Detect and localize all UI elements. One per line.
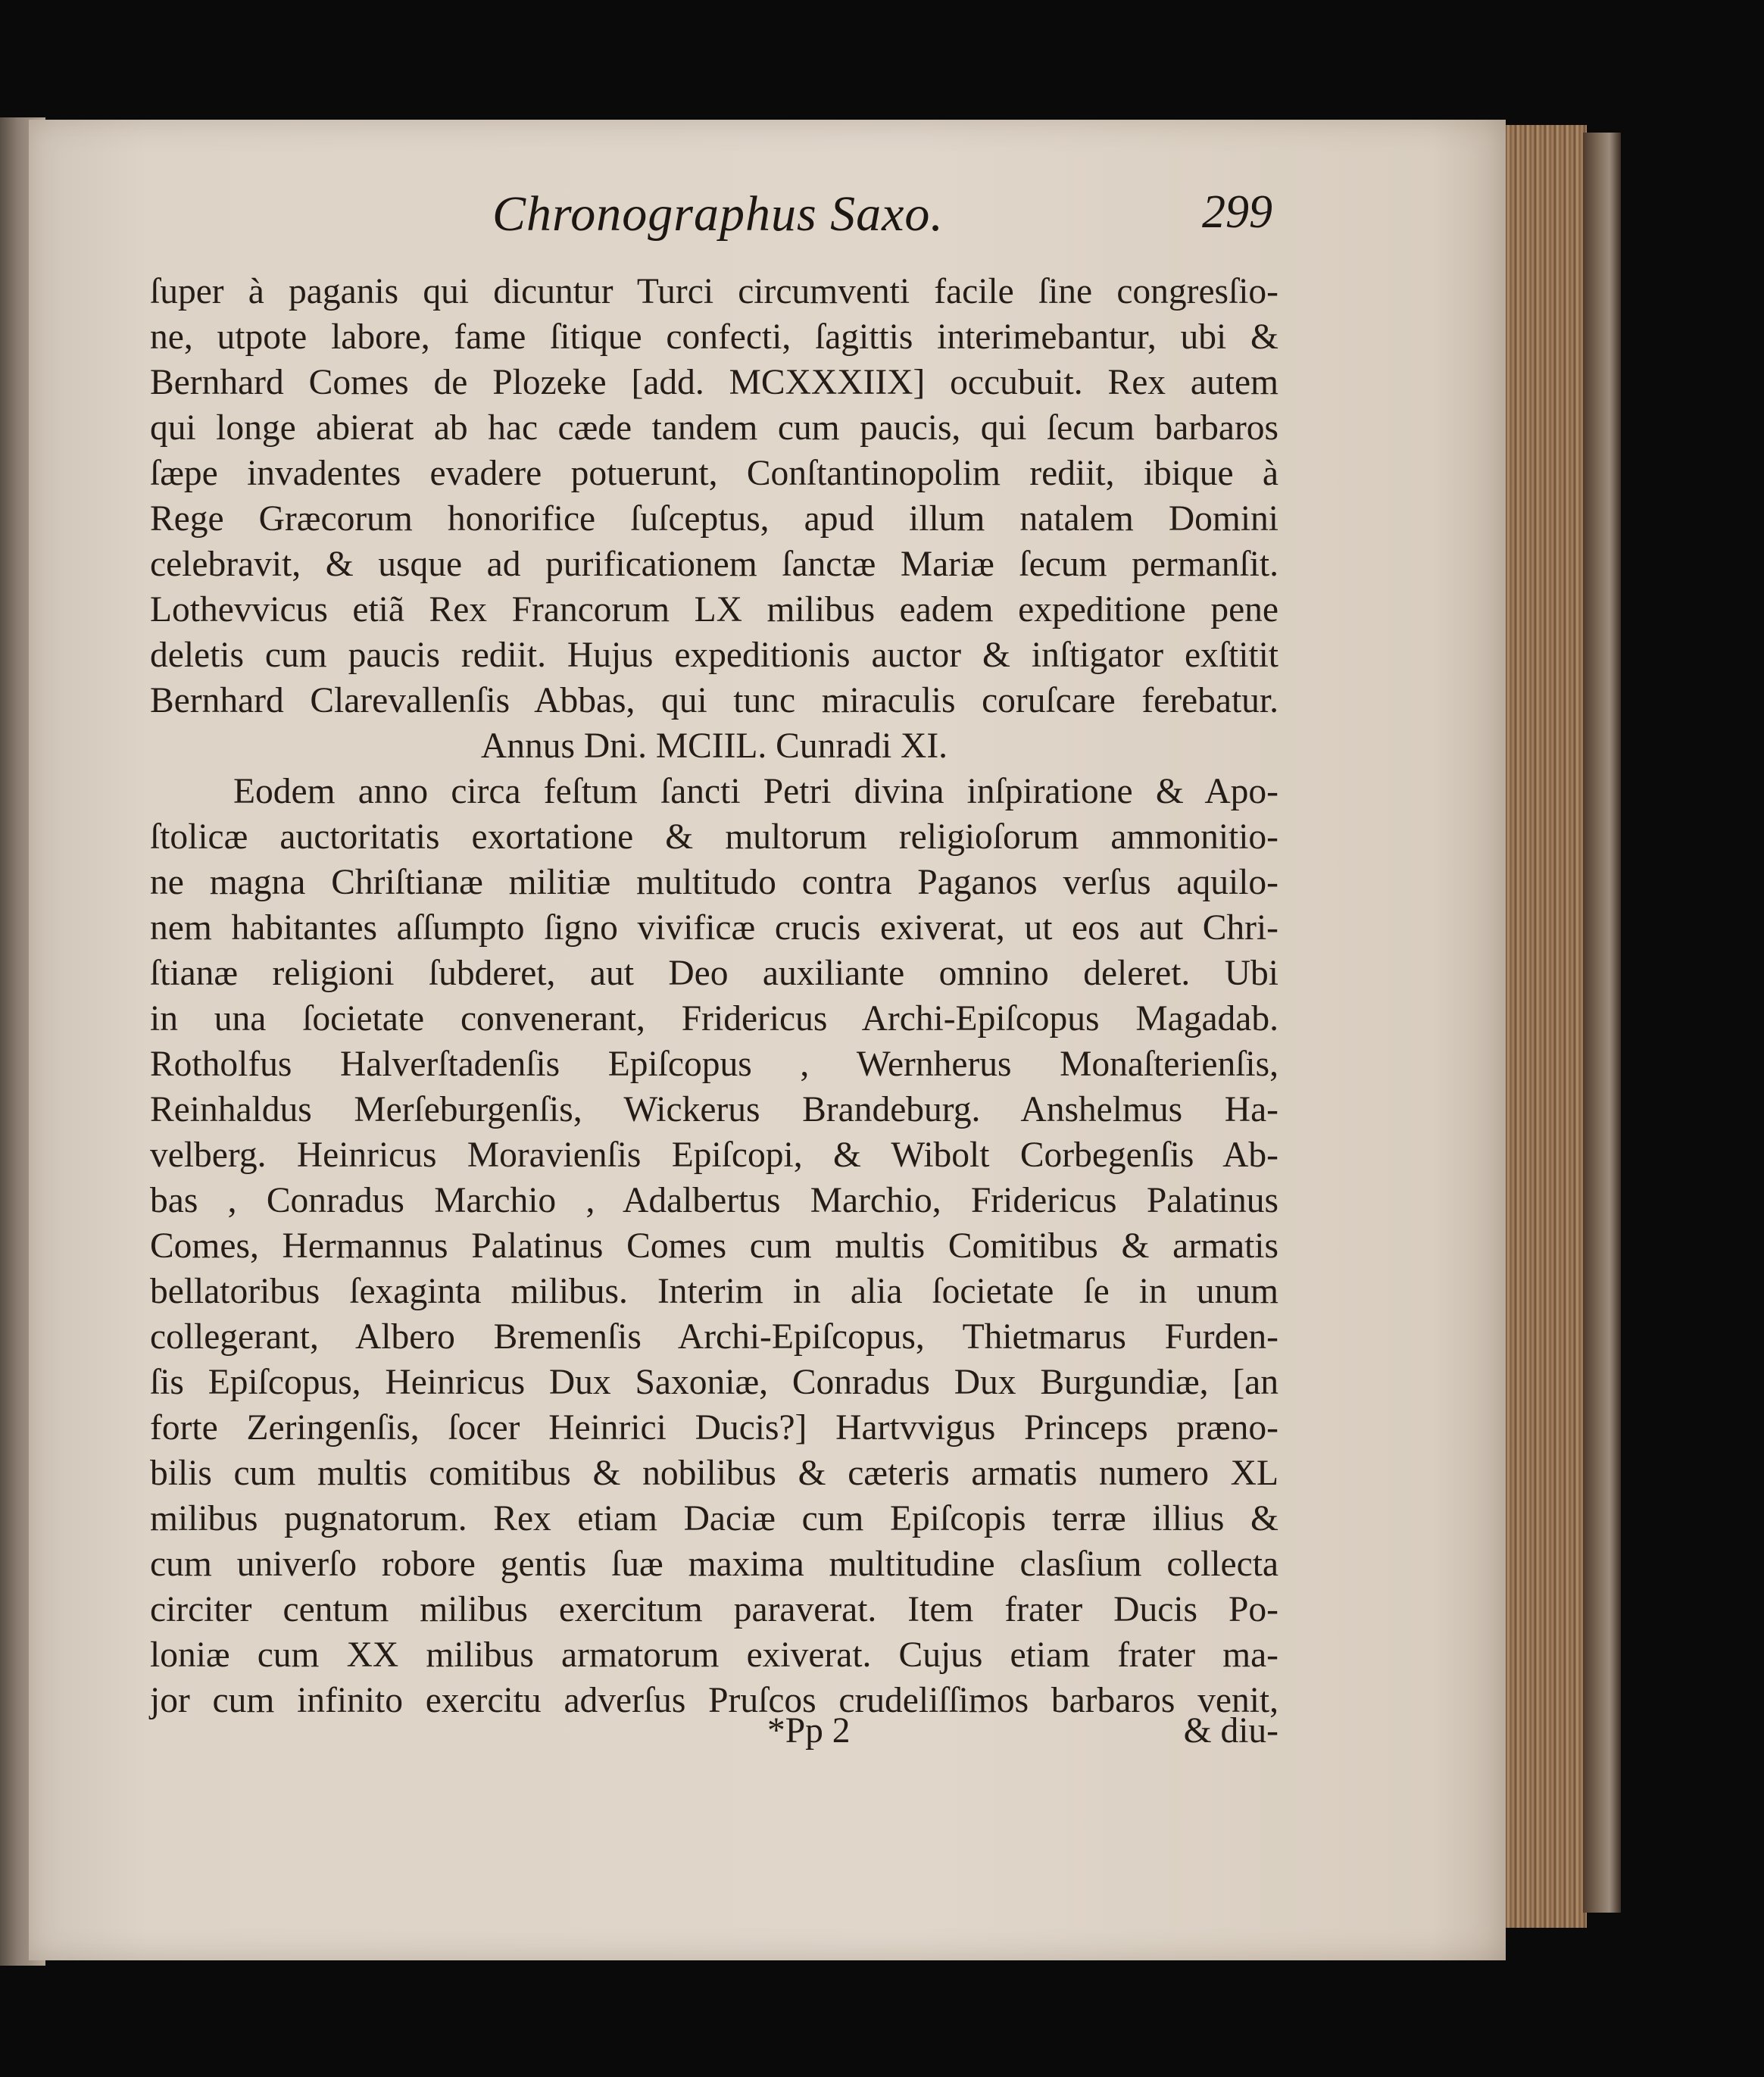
page-footer [150, 1710, 1279, 1756]
text-line: Reinhaldus Merſeburgenſis, Wickerus Brandeburg. Anshelmus Ha- [150, 1090, 1279, 1129]
text-line: qui longe abierat ab hac cæde tandem cum paucis, qui ſecum barbaros [150, 408, 1279, 448]
text-line: bilis cum multis comitibus & nobilibus & cæteris armatis numero XL [150, 1454, 1279, 1493]
text-line: milibus pugnatorum. Rex etiam Daciæ cum Epiſcopis terræ illius & [150, 1499, 1279, 1538]
text-line: forte Zeringenſis, ſocer Heinrici Ducis?] Hartvvigus Princeps præno- [150, 1408, 1279, 1448]
text-line: ne, utpote labore, fame ſitique confecti, ſagittis interimebantur, ubi & [150, 317, 1279, 357]
year-heading: Annus Dni. MCIIL. Cunradi XI. [480, 726, 948, 766]
text-line: velberg. Heinricus Moravienſis Epiſcopi, & Wibolt Corbegenſis Ab- [150, 1135, 1279, 1175]
text-line: Comes, Hermannus Palatinus Comes cum multis Comitibus & armatis [150, 1226, 1279, 1266]
page-header [151, 186, 1272, 261]
text-line: jor cum infinito exercitu adverſus Pruſcos crudeliſſimos barbaros venit, [150, 1681, 1279, 1720]
text-line: ſuper à paganis qui dicuntur Turci circumventi facile ſine congresſio- [150, 272, 1279, 311]
text-line: Lothevvicus etiã Rex Francorum LX milibus eadem expeditione pene [150, 590, 1279, 629]
text-line: bas , Conradus Marchio , Adalbertus Marchio, Fridericus Palatinus [150, 1181, 1279, 1220]
text-line: Bernhard Clarevallenſis Abbas, qui tunc miraculis coruſcare ferebatur. [150, 681, 1279, 720]
text-line: Rotholfus Halverſtadenſis Epiſcopus , Wernherus Monaſterienſis, [150, 1045, 1279, 1084]
text-line: circiter centum milibus exercitum paraverat. Item frater Ducis Po- [150, 1590, 1279, 1629]
signature-mark: *Pp 2 [767, 1711, 851, 1751]
text-line: ne magna Chriſtianæ militiæ multitudo contra Paganos verſus aquilo- [150, 863, 1279, 902]
text-line: Bernhard Comes de Plozeke [add. MCXXXIIX] occubuit. Rex autem [150, 363, 1279, 402]
text-line: Eodem anno circa feſtum ſancti Petri divina inſpiratione & Apo- [233, 772, 1279, 811]
text-line: bellatoribus ſexaginta milibus. Interim in alia ſocietate ſe in unum [150, 1272, 1279, 1311]
body-text [150, 269, 1279, 1723]
text-line: nem habitantes aſſumpto ſigno vivificæ crucis exiverat, ut eos aut Chri- [150, 908, 1279, 948]
text-line: ſtianæ religioni ſubderet, aut Deo auxiliante omnino deleret. Ubi [150, 954, 1279, 993]
running-title: Chronographus Saxo. [492, 186, 944, 242]
text-line: ſis Epiſcopus, Heinricus Dux Saxoniæ, Conradus Dux Burgundiæ, [an [150, 1363, 1279, 1402]
text-line: ſæpe invadentes evadere potuerunt, Conſtantinopolim rediit, ibique à [150, 454, 1279, 493]
text-line: in una ſocietate convenerant, Fridericus Archi-Epiſcopus Magadab. [150, 999, 1279, 1038]
text-line: cum univerſo robore gentis ſuæ maxima multitudine clasſium collecta [150, 1544, 1279, 1584]
text-line: collegerant, Albero Bremenſis Archi-Epiſcopus, Thietmarus Furden- [150, 1317, 1279, 1357]
text-line: ſtolicæ auctoritatis exortatione & multorum religioſorum ammonitio- [150, 817, 1279, 857]
page-number: 299 [1202, 186, 1272, 238]
text-line: Rege Græcorum honorifice ſuſceptus, apud illum natalem Domini [150, 499, 1279, 539]
catchword: & diu- [1183, 1711, 1279, 1751]
text-line: deletis cum paucis rediit. Hujus expeditionis auctor & inſtigator exſtitit [150, 636, 1279, 675]
text-line: celebravit, & usque ad purificationem ſanctæ Mariæ ſecum permanſit. [150, 545, 1279, 584]
book-cover-edge [1583, 133, 1621, 1913]
text-line: loniæ cum XX milibus armatorum exiverat. Cujus etiam frater ma- [150, 1635, 1279, 1675]
